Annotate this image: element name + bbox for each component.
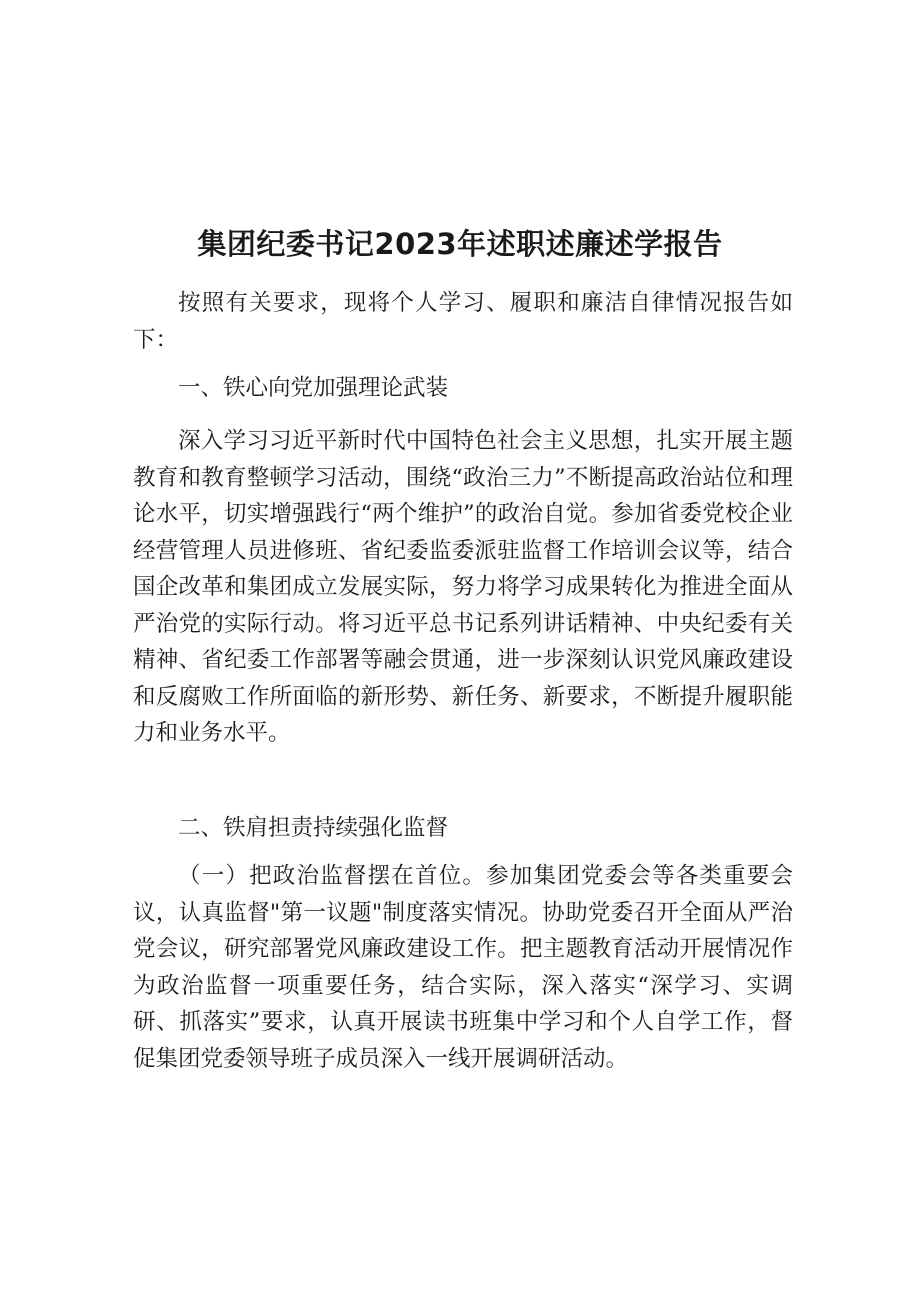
section-2-heading: 二、铁肩担责持续强化监督 [178, 815, 449, 841]
section-2-paragraph: （一）把政治监督摆在首位。参加集团党委会等各类重要会议，认真监督"第一议题"制度落实情况。协助党委召开全面从严治党会议，研究部署党风廉政建设工作。把主题教育活动开展情况作为政治监督一项重要任务，结合实际，深入落实“深学习、实调研、抓落实”要求，认真开展读书班集中学习和个人自学工作，督促集团党委领导班子成员深入一线开展调研活动。 [133, 863, 793, 1072]
document-title: 集团纪委书记2023年述职述廉述学报告 [197, 227, 723, 261]
section-1-heading: 一、铁心向党加强理论武装 [178, 375, 449, 401]
intro-paragraph: 按照有关要求，现将个人学习、履职和廉洁自律情况报告如下： [133, 290, 793, 353]
section-1-paragraph: 深入学习习近平新时代中国特色社会主义思想，扎实开展主题教育和教育整顿学习活动，围绕“政治三力”不断提高政治站位和理论水平，切实增强践行“两个维护”的政治自觉。参加省委党校企业经营管理人员进修班、省纪委监委派驻监督工作培训会议等，结合国企改革和集团成立发展实际，努力将学习成果转化为推进全面从严治党的实际行动。将习近平总书记系列讲话精神、中央纪委有关精神、省纪委工作部署等融会贯通，进一步深刻认识党风廉政建设和反腐败工作所面临的新形势、新任务、新要求，不断提升履职能力和业务水平。 [133, 428, 793, 746]
